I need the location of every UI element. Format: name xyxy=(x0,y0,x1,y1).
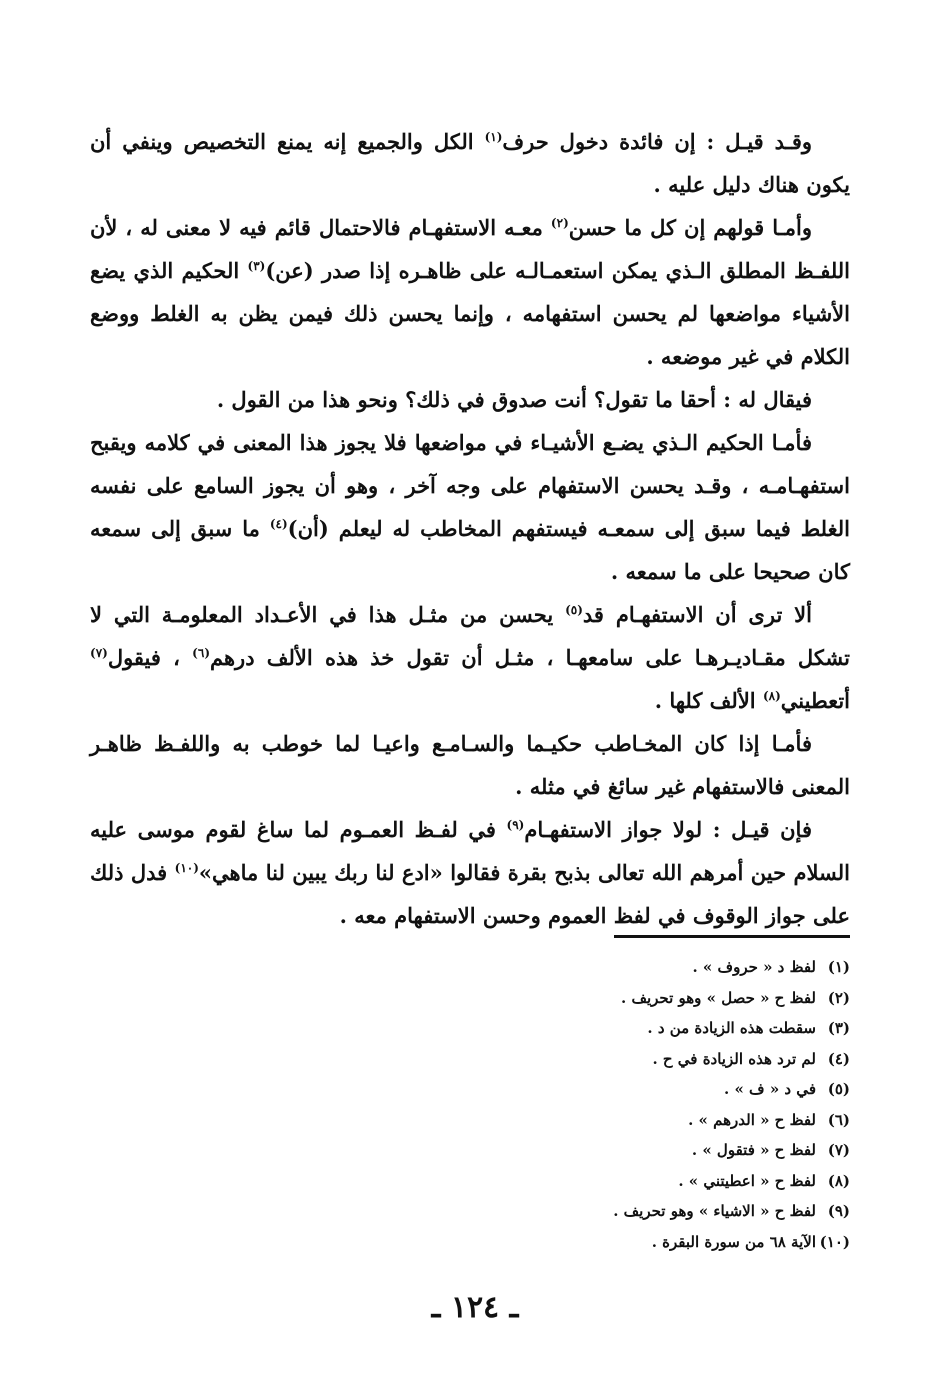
paragraph-text: وقـد قيـل : إن فائدة دخول حرف xyxy=(502,129,813,154)
footnote-item xyxy=(200,1135,850,1166)
footnote-marker: (٨) xyxy=(762,689,781,703)
paragraph-text: الحكيم الذي يضع الأشياء مواضعها لم يحسن استفهامه ، وإنما يحسن ذلك فيمن يظن به الغلط ووضع الكلام في غير موضعه . xyxy=(90,258,850,369)
paragraph-text: الألف كلها . xyxy=(654,688,763,713)
paragraph-text: أتعطيني xyxy=(780,688,850,713)
footnote-marker: (٧) xyxy=(90,646,108,660)
paragraph xyxy=(90,593,850,722)
footnote-item xyxy=(200,1166,850,1197)
footnote-number: (١٠) xyxy=(819,1232,850,1251)
footnote-marker: (٣) xyxy=(247,259,266,273)
footnote-marker: (٤) xyxy=(269,517,288,531)
footnote-item xyxy=(200,1227,850,1258)
footnote-marker: (٦) xyxy=(192,646,210,660)
footnote-marker: (١) xyxy=(484,130,503,144)
footnote-number: (٥) xyxy=(827,1080,850,1098)
footnote-text: لفظ ح « الدرهم » . xyxy=(688,1110,816,1129)
footnote-text: لفظ د « حروف » . xyxy=(692,958,816,976)
footnote-text: لفظ ح « حصل » وهو تحريف . xyxy=(621,988,816,1007)
footnote-text: لفظ ح « الاشياء » وهو تحريف . xyxy=(613,1202,816,1220)
paragraph-text: فأمـا الحكيم الـذي يضـع الأشيـاء في مواضعها فلا يجوز هذا المعنى في كلامه ويقبح استفهـامـه ، وقـد يحسن الاستفهام على وجه آخر ، وهو أن يجوز السامع على نفسه الغلط فيما سبق إلى سمعـه فيستفهم المخاطب له ليعلم (أن) xyxy=(90,430,850,541)
paragraph-text: معـه الاستفهـام فالاحتمال قائم فيه لا معنى له ، لأن اللفـظ المطلق الـذي يمكن استعمـالـه على ظاهـره إذا صدر (عن) xyxy=(90,215,851,283)
paragraph-text: الكل والجميع إنه يمنع التخصيص وينفي أن يكون هناك دليل عليه . xyxy=(90,129,850,197)
page-body xyxy=(90,120,850,937)
footnote-text: سقطت هذه الزيادة من د . xyxy=(647,1019,816,1037)
footnote-item xyxy=(200,1044,850,1075)
paragraph xyxy=(90,722,850,808)
paragraph-text: فدل ذلك على جواز الوقوف في لفظ العموم وحسن الاستفهام معه . xyxy=(90,860,850,928)
footnote-number: (٤) xyxy=(827,1049,850,1068)
footnote-text: في د « ف » . xyxy=(724,1080,816,1098)
footnote-item xyxy=(200,1105,850,1136)
paragraph xyxy=(90,120,850,206)
footnote-number: (٦) xyxy=(827,1110,850,1129)
footnote-divider xyxy=(614,935,850,938)
footnotes-list xyxy=(200,952,850,1257)
paragraph xyxy=(90,421,850,593)
footnote-item xyxy=(200,1013,850,1044)
paragraph-text: فإن قيـل : لولا جواز الاستفهـام xyxy=(524,817,812,842)
footnote-item xyxy=(200,1196,850,1227)
paragraph-text: ألا ترى أن الاستفهـام قد xyxy=(582,602,812,627)
footnote-marker: (٥) xyxy=(565,603,583,617)
page-number: ـ ١٢٤ ـ xyxy=(431,1290,519,1325)
footnote-number: (٢) xyxy=(827,988,850,1007)
footnote-item xyxy=(200,952,850,983)
footnote-text: لفظ ح « اعطيتني » . xyxy=(678,1171,816,1190)
footnote-number: (٩) xyxy=(827,1202,850,1220)
paragraph-text: وأمـا قولهم إن كل ما حسن xyxy=(568,215,813,240)
paragraph-text: في لفـظ العمـوم لما ساغ لقوم موسى عليه السلام حين أمرهم الله تعالى بذبح بقرة فقالوا «ادع لنا ربك يبين لنا ماهي» xyxy=(90,817,851,885)
paragraph-text: فيقال له : أحقا ما تقول؟ أنت صدوق في ذلك؟ ونحو هذا من القول . xyxy=(216,387,812,412)
footnote-text: الآية ٦٨ من سورة البقرة . xyxy=(651,1232,816,1251)
paragraph xyxy=(90,808,850,937)
footnote-marker: (٢) xyxy=(550,216,569,230)
paragraph-text: ما سبق إلى سمعه كان صحيحا على ما سمعه . xyxy=(90,516,850,584)
footnote-number: (٧) xyxy=(827,1141,850,1159)
footnote-number: (١) xyxy=(827,958,850,976)
paragraph-text: ، فيقول xyxy=(107,645,193,670)
footnote-text: لم ترد هذه الزيادة في ح . xyxy=(652,1049,816,1068)
footnote-number: (٨) xyxy=(827,1171,850,1190)
footnote-item xyxy=(200,1074,850,1105)
footnote-text: لفظ ح « فتقول » . xyxy=(691,1141,816,1159)
paragraph xyxy=(90,378,850,421)
footnote-marker: (١٠) xyxy=(174,861,199,875)
paragraph-text: فأمـا إذا كان المخـاطب حكيـما والسـامـع واعيـا لما خوطب به واللفـظ ظاهـر المعنى فالاستفهام غير سائغ في مثله . xyxy=(90,731,850,799)
paragraph-text: يحسن من مثـل هذا في الأعـداد المعلومـة التي لا تشكل مقـاديـرهـا على سامعهـا ، مثـل أن تقول خذ هذه الألف درهم xyxy=(90,602,850,670)
footnote-item xyxy=(200,983,850,1014)
footnote-number: (٣) xyxy=(827,1019,850,1037)
footnote-marker: (٩) xyxy=(506,818,525,832)
paragraph xyxy=(90,206,850,378)
